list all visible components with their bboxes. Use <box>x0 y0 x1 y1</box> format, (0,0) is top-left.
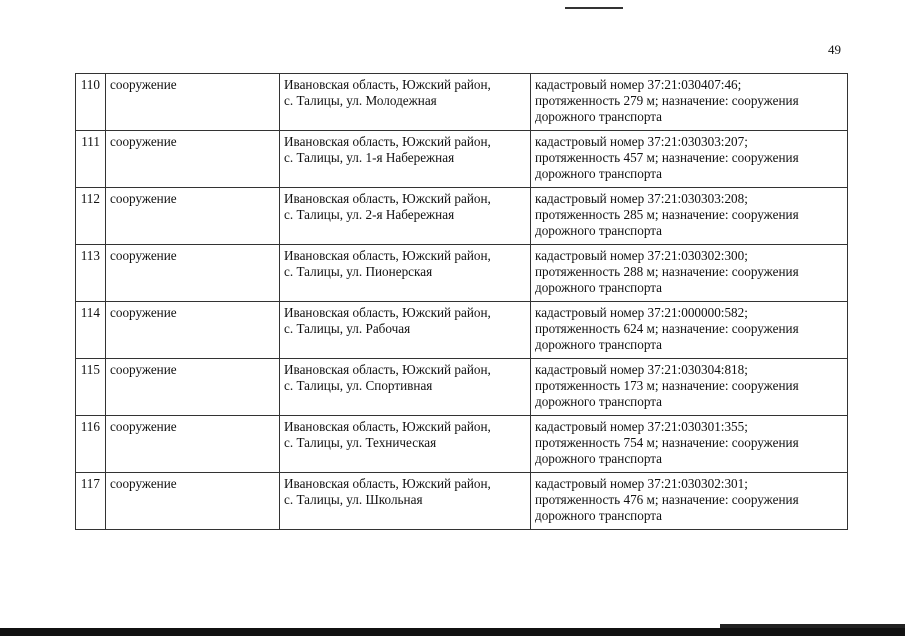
object-description-line: кадастровый номер 37:21:000000:582; <box>535 305 748 320</box>
object-type <box>106 416 280 473</box>
object-description-line: кадастровый номер 37:21:030304:818; <box>535 362 748 377</box>
object-description-line: кадастровый номер 37:21:030302:300; <box>535 248 748 263</box>
object-description <box>531 188 848 245</box>
row-number-line: 117 <box>80 476 100 491</box>
object-address <box>280 359 531 416</box>
object-description-line: кадастровый номер 37:21:030303:208; <box>535 191 748 206</box>
row-number <box>76 473 106 530</box>
object-address <box>280 74 531 131</box>
object-description-line: дорожного транспорта <box>535 166 663 181</box>
table-row <box>76 188 848 245</box>
row-number-line: 111 <box>81 134 100 149</box>
object-type-line: сооружение <box>110 476 177 491</box>
object-type <box>106 188 280 245</box>
object-type <box>106 302 280 359</box>
object-description <box>531 416 848 473</box>
object-type-line: сооружение <box>110 191 177 206</box>
scan-edge-bar <box>0 628 905 636</box>
table-row <box>76 302 848 359</box>
top-rule <box>565 7 623 9</box>
object-description-line: кадастровый номер 37:21:030303:207; <box>535 134 748 149</box>
object-address-line: с. Талицы, ул. Школьная <box>284 492 423 507</box>
row-number-line: 112 <box>80 191 100 206</box>
row-number <box>76 74 106 131</box>
object-description-line: протяженность 288 м; назначение: сооружения <box>535 264 799 279</box>
object-type-line: сооружение <box>110 134 177 149</box>
object-description <box>531 302 848 359</box>
object-description-line: дорожного транспорта <box>535 280 663 295</box>
object-address-line: с. Талицы, ул. Пионерская <box>284 264 433 279</box>
object-description-line: дорожного транспорта <box>535 508 663 523</box>
object-address-line: с. Талицы, ул. Рабочая <box>284 321 411 336</box>
object-type <box>106 473 280 530</box>
object-address-line: с. Талицы, ул. Спортивная <box>284 378 433 393</box>
object-address-line: Ивановская область, Южский район, <box>284 191 491 206</box>
object-description-line: протяженность 624 м; назначение: сооружения <box>535 321 799 336</box>
object-description-line: дорожного транспорта <box>535 451 663 466</box>
object-description-line: протяженность 279 м; назначение: сооружения <box>535 93 799 108</box>
object-address <box>280 302 531 359</box>
object-address <box>280 188 531 245</box>
object-description-line: дорожного транспорта <box>535 337 663 352</box>
object-description-line: протяженность 173 м; назначение: сооружения <box>535 378 799 393</box>
page-number: 49 <box>828 42 841 57</box>
object-description-line: протяженность 754 м; назначение: сооружения <box>535 435 799 450</box>
object-description-line: протяженность 457 м; назначение: сооружения <box>535 150 799 165</box>
table-row <box>76 359 848 416</box>
object-description-line: кадастровый номер 37:21:030407:46; <box>535 77 742 92</box>
object-description <box>531 245 848 302</box>
row-number-line: 114 <box>80 305 100 320</box>
row-number-line: 113 <box>80 248 100 263</box>
object-address-line: Ивановская область, Южский район, <box>284 419 491 434</box>
table-row <box>76 74 848 131</box>
object-type <box>106 131 280 188</box>
row-number-line: 115 <box>80 362 100 377</box>
object-description-line: протяженность 285 м; назначение: сооружения <box>535 207 799 222</box>
property-table <box>75 73 848 530</box>
row-number <box>76 188 106 245</box>
object-type-line: сооружение <box>110 305 177 320</box>
object-description-line: дорожного транспорта <box>535 109 663 124</box>
row-number <box>76 359 106 416</box>
object-address <box>280 473 531 530</box>
row-number <box>76 302 106 359</box>
table-row <box>76 131 848 188</box>
table-row <box>76 245 848 302</box>
row-number <box>76 245 106 302</box>
object-address-line: с. Талицы, ул. Молодежная <box>284 93 437 108</box>
object-address-line: Ивановская область, Южский район, <box>284 77 491 92</box>
object-type-line: сооружение <box>110 362 177 377</box>
object-address-line: Ивановская область, Южский район, <box>284 305 491 320</box>
row-number <box>76 131 106 188</box>
object-description-line: кадастровый номер 37:21:030301:355; <box>535 419 748 434</box>
object-address <box>280 245 531 302</box>
object-description-line: протяженность 476 м; назначение: сооружения <box>535 492 799 507</box>
object-type-line: сооружение <box>110 77 177 92</box>
object-description-line: дорожного транспорта <box>535 394 663 409</box>
table-row <box>76 473 848 530</box>
object-address-line: с. Талицы, ул. 2-я Набережная <box>284 207 455 222</box>
object-type-line: сооружение <box>110 248 177 263</box>
row-number-line: 116 <box>80 419 100 434</box>
object-type <box>106 359 280 416</box>
object-description <box>531 131 848 188</box>
object-description-line: дорожного транспорта <box>535 223 663 238</box>
object-type <box>106 74 280 131</box>
object-address-line: Ивановская область, Южский район, <box>284 362 491 377</box>
object-address-line: с. Талицы, ул. 1-я Набережная <box>284 150 455 165</box>
object-description <box>531 359 848 416</box>
row-number <box>76 416 106 473</box>
object-address-line: Ивановская область, Южский район, <box>284 248 491 263</box>
object-address-line: Ивановская область, Южский район, <box>284 476 491 491</box>
object-address <box>280 131 531 188</box>
object-description-line: кадастровый номер 37:21:030302:301; <box>535 476 748 491</box>
object-address-line: с. Талицы, ул. Техническая <box>284 435 437 450</box>
object-address <box>280 416 531 473</box>
object-description <box>531 473 848 530</box>
object-type-line: сооружение <box>110 419 177 434</box>
object-type <box>106 245 280 302</box>
row-number-line: 110 <box>80 77 100 92</box>
table-row <box>76 416 848 473</box>
object-description <box>531 74 848 131</box>
object-address-line: Ивановская область, Южский район, <box>284 134 491 149</box>
